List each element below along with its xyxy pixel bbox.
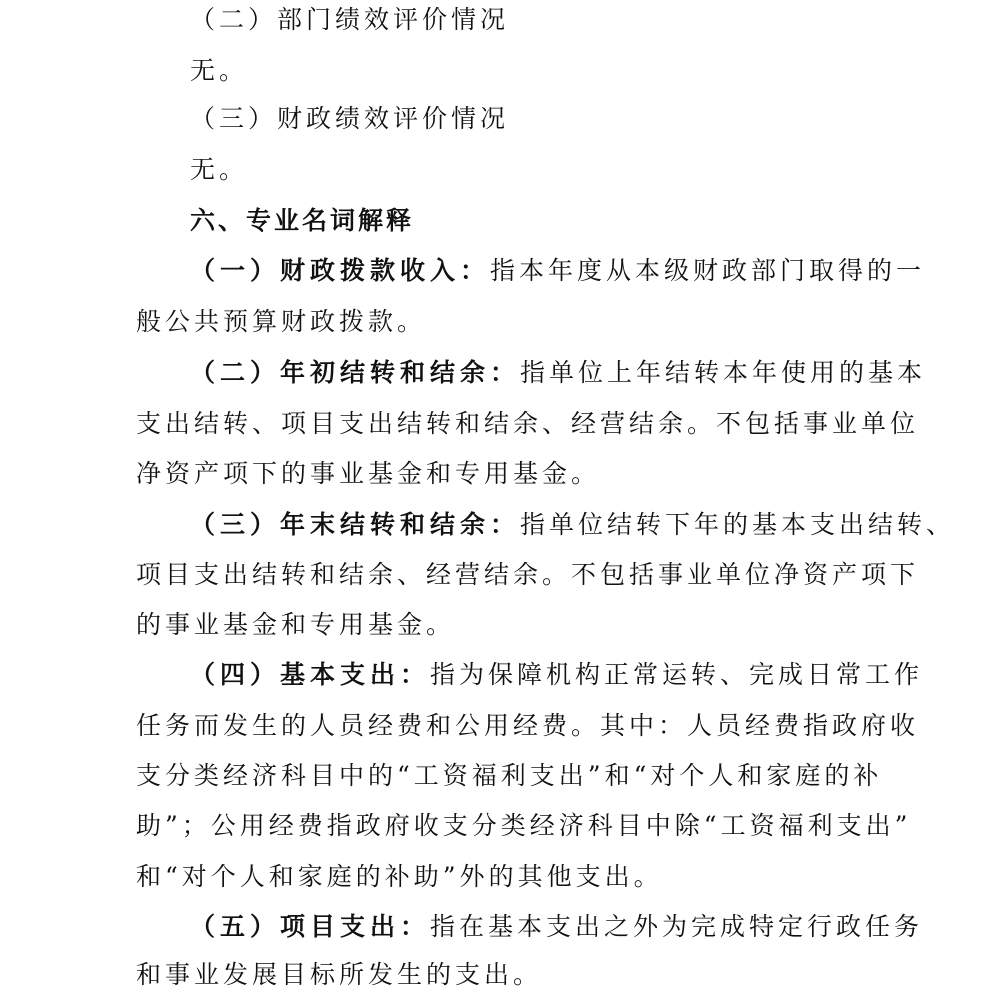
paragraph-line — [0, 605, 1000, 655]
term-label: （五）项目支出： — [190, 912, 431, 941]
paragraph-line — [0, 454, 1000, 504]
line-text: （三）财政绩效评价情况 — [190, 104, 510, 133]
term-label: （一）财政拨款收入： — [190, 256, 491, 285]
line-text: 无。 — [190, 155, 249, 184]
paragraph-line — [0, 955, 1000, 1005]
term-project-expenditure — [0, 907, 1000, 957]
paragraph-line — [0, 857, 1000, 907]
term-definition: 指本年度从本级财政部门取得的一 — [490, 256, 926, 285]
line-text: 和事业发展目标所发生的支出。 — [136, 960, 543, 989]
line-text: 支出结转、项目支出结转和结余、经营结余。不包括事业单位 — [136, 409, 920, 438]
line-text: 净资产项下的事业基金和专用基金。 — [136, 459, 601, 488]
paragraph-none — [0, 150, 1000, 200]
line-text: 和“对个人和家庭的补助”外的其他支出。 — [136, 862, 663, 891]
line-text: 助”；公用经费指政府收支分类经济科目中除“工资福利支出” — [136, 811, 912, 840]
term-closing-carryover — [0, 505, 1000, 555]
line-text: 任务而发生的人员经费和公用经费。其中：人员经费指政府收 — [136, 711, 920, 740]
term-definition: 指在基本支出之外为完成特定行政任务 — [430, 912, 924, 941]
subsection-heading-fiscal-evaluation — [0, 99, 1000, 149]
paragraph-line — [0, 404, 1000, 454]
term-label: （二）年初结转和结余： — [190, 358, 521, 387]
term-definition: 指为保障机构正常运转、完成日常工作 — [430, 660, 924, 689]
term-basic-expenditure — [0, 655, 1000, 705]
line-text: 支分类经济科目中的“工资福利支出”和“对个人和家庭的补 — [136, 761, 883, 790]
paragraph-line — [0, 302, 1000, 352]
paragraph-line — [0, 806, 1000, 856]
line-text: 无。 — [190, 56, 249, 85]
line-text: 项目支出结转和结余、经营结余。不包括事业单位净资产项下 — [136, 560, 920, 589]
section-title: 六、专业名词解释 — [190, 206, 415, 235]
line-text: 的事业基金和专用基金。 — [136, 610, 456, 639]
term-label: （四）基本支出： — [190, 660, 431, 689]
term-opening-carryover — [0, 353, 1000, 403]
paragraph-none — [0, 51, 1000, 101]
line-text: （二）部门绩效评价情况 — [190, 5, 510, 34]
paragraph-line — [0, 555, 1000, 605]
section-heading-terms — [0, 201, 1000, 251]
paragraph-line — [0, 756, 1000, 806]
line-text: 般公共预算财政拨款。 — [136, 307, 427, 336]
subsection-heading-department-evaluation — [0, 0, 1000, 50]
paragraph-line — [0, 706, 1000, 756]
term-definition: 指单位上年结转本年使用的基本 — [520, 358, 927, 387]
term-fiscal-appropriation — [0, 251, 1000, 301]
term-label: （三）年末结转和结余： — [190, 510, 521, 539]
term-definition: 指单位结转下年的基本支出结转、 — [520, 510, 956, 539]
